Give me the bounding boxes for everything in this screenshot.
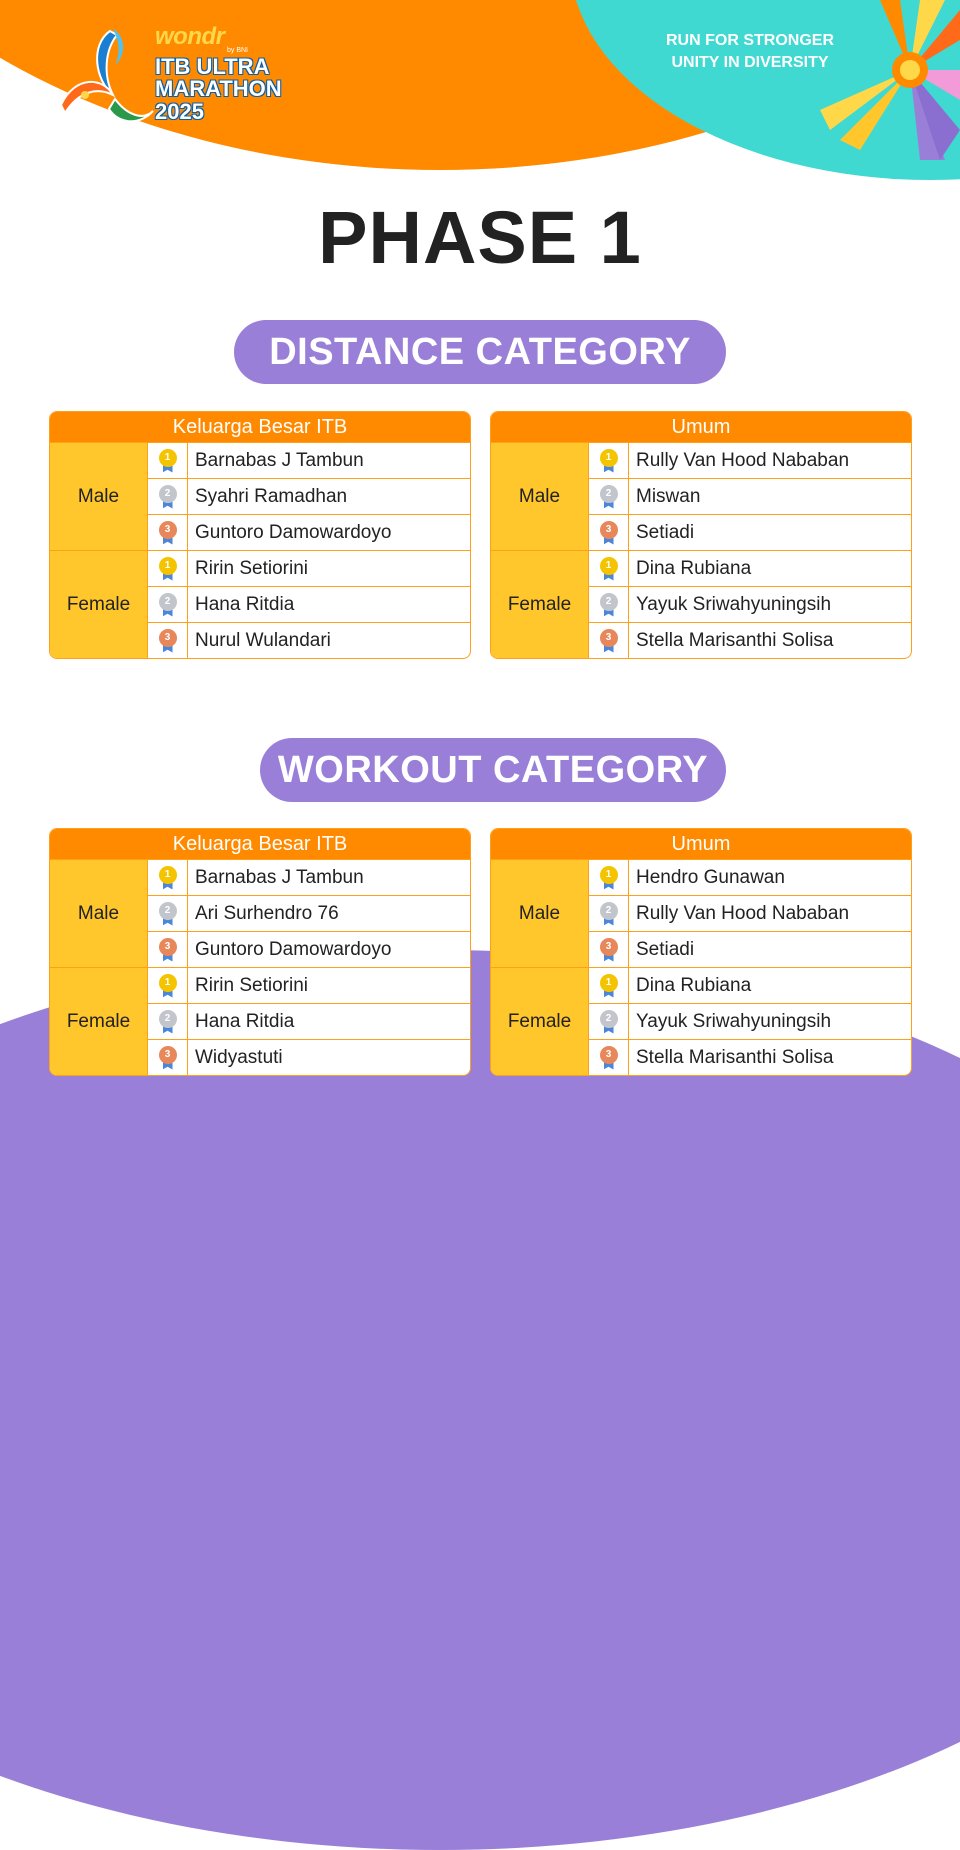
table-row <box>148 968 470 1003</box>
logo-line-1: ITB ULTRA <box>155 54 270 79</box>
athlete-name: Dina Rubiana <box>636 975 752 996</box>
bronze-medal-icon: 3 <box>600 629 618 653</box>
bronze-medal-icon: 3 <box>159 1046 177 1070</box>
table-row <box>589 478 911 514</box>
tagline-line-2: UNITY IN DIVERSITY <box>671 54 829 71</box>
distance-umum-table <box>490 411 912 659</box>
athlete-name: Dina Rubiana <box>636 558 752 579</box>
table-row <box>148 586 470 622</box>
athlete-name: Nurul Wulandari <box>195 630 331 651</box>
athlete-name: Ari Surhendro 76 <box>195 903 339 924</box>
athlete-name: Rully Van Hood Nababan <box>636 450 850 471</box>
table-row <box>589 1003 911 1039</box>
silver-medal-icon: 2 <box>600 902 618 926</box>
page-title: PHASE 1 <box>318 196 642 279</box>
gold-medal-icon: 1 <box>600 557 618 581</box>
athlete-name: Barnabas J Tambun <box>195 867 364 888</box>
athlete-name: Hana Ritdia <box>195 594 295 615</box>
table-row <box>148 514 470 550</box>
athlete-name: Guntoro Damowardoyo <box>195 939 392 960</box>
gold-medal-icon: 1 <box>159 557 177 581</box>
table-row <box>589 551 911 586</box>
silver-medal-icon: 2 <box>600 485 618 509</box>
table-row <box>589 895 911 931</box>
athlete-name: Setiadi <box>636 939 695 960</box>
table-row <box>589 931 911 967</box>
athlete-name: Stella Marisanthi Solisa <box>636 1047 834 1068</box>
gold-medal-icon: 1 <box>159 974 177 998</box>
group-label: Female <box>50 551 148 658</box>
table-row <box>589 1039 911 1075</box>
distance-itb-table <box>49 411 471 659</box>
table-row <box>148 1039 470 1075</box>
brand-subtitle: by BNI <box>227 47 249 54</box>
table-row <box>589 860 911 895</box>
table-row <box>148 478 470 514</box>
gold-medal-icon: 1 <box>600 974 618 998</box>
table-header: Keluarga Besar ITB <box>50 829 470 859</box>
table-row <box>148 443 470 478</box>
athlete-name: Rully Van Hood Nababan <box>636 903 850 924</box>
table-row <box>148 895 470 931</box>
table-row <box>148 1003 470 1039</box>
female-group <box>50 550 470 658</box>
table-row <box>148 551 470 586</box>
runner-emblem-icon <box>55 25 155 135</box>
athlete-name: Ririn Setiorini <box>195 975 308 996</box>
table-row <box>148 931 470 967</box>
female-group <box>491 967 911 1075</box>
workout-category-title: WORKOUT CATEGORY <box>260 738 726 802</box>
table-row <box>589 622 911 658</box>
distance-category-title: DISTANCE CATEGORY <box>234 320 726 384</box>
male-group <box>491 442 911 550</box>
female-group <box>50 967 470 1075</box>
male-group <box>491 859 911 967</box>
athlete-name: Guntoro Damowardoyo <box>195 522 392 543</box>
purple-background-shape <box>0 950 960 1850</box>
male-group <box>50 442 470 550</box>
athlete-name: Barnabas J Tambun <box>195 450 364 471</box>
silver-medal-icon: 2 <box>600 1010 618 1034</box>
bronze-medal-icon: 3 <box>159 938 177 962</box>
event-logo <box>55 25 295 135</box>
silver-medal-icon: 2 <box>159 485 177 509</box>
group-label: Male <box>491 860 589 967</box>
table-row <box>589 443 911 478</box>
group-label: Male <box>50 443 148 550</box>
tagline <box>650 30 850 74</box>
silver-medal-icon: 2 <box>159 902 177 926</box>
table-header: Keluarga Besar ITB <box>50 412 470 442</box>
logo-line-3: 2025 <box>155 98 204 124</box>
athlete-name: Yayuk Sriwahyuningsih <box>636 1011 832 1032</box>
table-row <box>589 514 911 550</box>
athlete-name: Ririn Setiorini <box>195 558 308 579</box>
decorative-burst-icon <box>820 0 960 160</box>
athlete-name: Syahri Ramadhan <box>195 486 348 507</box>
gold-medal-icon: 1 <box>600 449 618 473</box>
table-row <box>148 622 470 658</box>
athlete-name: Stella Marisanthi Solisa <box>636 630 834 651</box>
athlete-name: Hendro Gunawan <box>636 867 785 888</box>
tagline-line-1: RUN FOR STRONGER <box>666 32 834 49</box>
table-row <box>589 968 911 1003</box>
table-row <box>148 860 470 895</box>
workout-umum-table <box>490 828 912 1076</box>
group-label: Female <box>50 968 148 1075</box>
group-label: Male <box>491 443 589 550</box>
athlete-name: Setiadi <box>636 522 695 543</box>
athlete-name: Widyastuti <box>195 1047 283 1068</box>
group-label: Female <box>491 968 589 1075</box>
gold-medal-icon: 1 <box>159 866 177 890</box>
silver-medal-icon: 2 <box>600 593 618 617</box>
athlete-name: Miswan <box>636 486 701 507</box>
male-group <box>50 859 470 967</box>
group-label: Female <box>491 551 589 658</box>
bronze-medal-icon: 3 <box>159 521 177 545</box>
gold-medal-icon: 1 <box>600 866 618 890</box>
silver-medal-icon: 2 <box>159 1010 177 1034</box>
logo-line-2: MARATHON <box>155 76 282 102</box>
brand-wordmark: wondr <box>155 23 225 50</box>
bronze-medal-icon: 3 <box>600 521 618 545</box>
workout-itb-table <box>49 828 471 1076</box>
table-row <box>589 586 911 622</box>
athlete-name: Yayuk Sriwahyuningsih <box>636 594 832 615</box>
female-group <box>491 550 911 658</box>
gold-medal-icon: 1 <box>159 449 177 473</box>
athlete-name: Hana Ritdia <box>195 1011 295 1032</box>
table-header: Umum <box>491 829 911 859</box>
bronze-medal-icon: 3 <box>600 1046 618 1070</box>
group-label: Male <box>50 860 148 967</box>
bronze-medal-icon: 3 <box>600 938 618 962</box>
table-header: Umum <box>491 412 911 442</box>
bronze-medal-icon: 3 <box>159 629 177 653</box>
silver-medal-icon: 2 <box>159 593 177 617</box>
